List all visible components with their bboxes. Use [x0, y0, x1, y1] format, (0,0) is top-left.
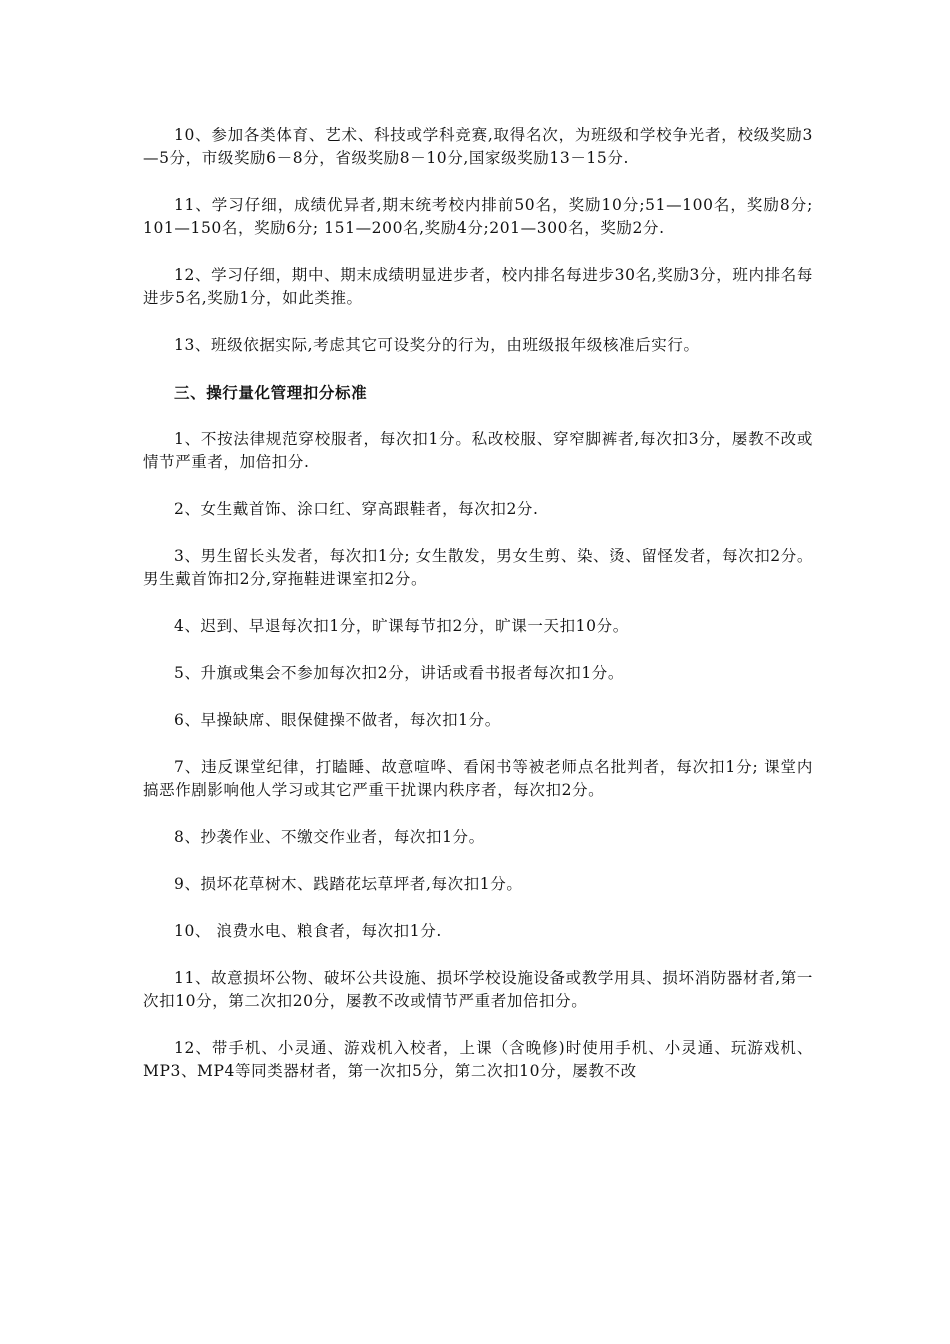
reward-item-13: 13、班级依据实际,考虑其它可设奖分的行为，由班级报年级核准后实行。: [174, 336, 700, 354]
reward-item-10: 10、参加各类体育、艺术、科技或学科竞赛,取得名次，为班级和学校争光者，校级奖励3—5分，市级奖励6－8分，省级奖励8－10分,国家级奖励13－15分.: [143, 126, 813, 167]
deduction-item-10: 10、 浪费水电、粮食者，每次扣1分.: [174, 922, 442, 940]
deduction-item-7: 7、违反课堂纪律，打瞌睡、故意喧哗、看闲书等被老师点名批判者，每次扣1分; 课堂内搞恶作剧影响他人学习或其它严重干扰课内秩序者，每次扣2分。: [143, 758, 813, 799]
section-heading: 三、操行量化管理扣分标准: [174, 383, 368, 402]
deduction-item-3: 3、男生留长头发者，每次扣1分; 女生散发，男女生剪、染、烫、留怪发者，每次扣2分。男生戴首饰扣2分,穿拖鞋进课室扣2分。: [143, 547, 813, 588]
deduction-item-4: 4、迟到、早退每次扣1分，旷课每节扣2分，旷课一天扣10分。: [174, 617, 629, 635]
deduction-item-6: 6、早操缺席、眼保健操不做者，每次扣1分。: [174, 711, 501, 729]
reward-item-12: 12、学习仔细，期中、期末成绩明显进步者，校内排名每进步30名,奖励3分，班内排名每进步5名,奖励1分，如此类推。: [143, 266, 813, 307]
deduction-item-2: 2、女生戴首饰、涂口红、穿高跟鞋者，每次扣2分.: [174, 500, 539, 518]
deduction-item-12: 12、带手机、小灵通、游戏机入校者，上课（含晚修)时使用手机、小灵通、玩游戏机、MP3、MP4等同类器材者，第一次扣5分，第二次扣10分，屡教不改: [143, 1039, 813, 1080]
deduction-item-8: 8、抄袭作业、不缴交作业者，每次扣1分。: [174, 828, 485, 846]
deduction-item-5: 5、升旗或集会不参加每次扣2分，讲话或看书报者每次扣1分。: [174, 664, 624, 682]
reward-item-11: 11、学习仔细，成绩优异者,期末统考校内排前50名，奖励10分;51—100名，奖励8分; 101—150名，奖励6分; 151—200名,奖励4分;201—300名，奖励2分.: [143, 196, 813, 237]
document-body: [143, 124, 813, 1107]
deduction-item-11: 11、故意损坏公物、破坏公共设施、损坏学校设施设备或教学用具、损坏消防器材者,第一次扣10分，第二次扣20分，屡教不改或情节严重者加倍扣分。: [143, 969, 813, 1010]
deduction-item-9: 9、损坏花草树木、践踏花坛草坪者,每次扣1分。: [174, 875, 523, 893]
deduction-item-1: 1、不按法律规范穿校服者，每次扣1分。私改校服、穿窄脚裤者,每次扣3分，屡教不改或情节严重者，加倍扣分.: [143, 430, 813, 471]
